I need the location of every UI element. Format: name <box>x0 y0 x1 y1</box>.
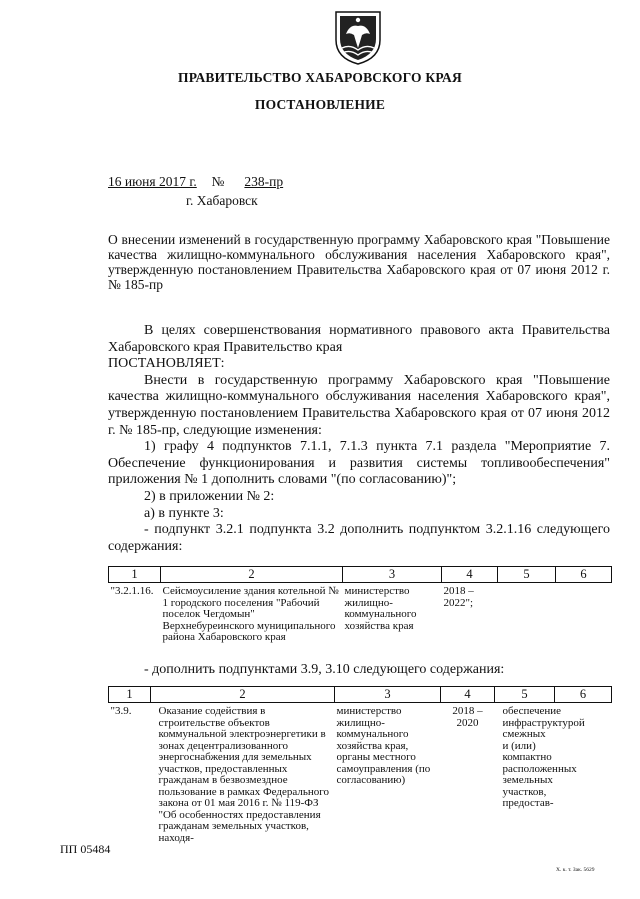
government-title: ПРАВИТЕЛЬСТВО ХАБАРОВСКОГО КРАЯ <box>178 70 462 85</box>
column-header: 4 <box>441 687 495 703</box>
paragraph-item-2: 2) в приложении № 2: <box>144 488 275 504</box>
column-header: 5 <box>498 567 556 583</box>
cell-result <box>498 583 556 644</box>
paragraph-resolves: ПОСТАНОВЛЯЕТ: <box>108 356 225 372</box>
cell-activity: Сейсмоусиление здания котельной № 1 городского поселения "Рабочий поселок Чегдомын" Верхнебуреинского муниципального района Хабаровского края <box>162 585 339 643</box>
cell-activity: Оказание содействия в строительстве объектов коммунальной электроэнергетики в зонах децентрализованного энергоснабжения для земельных участков, предоставленных гражданам в безвозмездное пользование в рамках Федерального закона от 01 мая 2016 г. № 119-ФЗ "Об особенностях предоставления гражданам земельных участков, находя- <box>158 705 329 844</box>
khabarovsk-coat-of-arms-icon <box>332 8 384 66</box>
print-order-mark: Х. к. т. Зак. 5629 <box>556 867 595 873</box>
document-type-heading: ПОСТАНОВЛЕНИЕ <box>254 97 386 112</box>
cell-result: обеспечение инфраструктурой смежных и (или) компактно расположенных земельных участков, предостав- <box>502 705 585 809</box>
document-subject: О внесении изменений в государственную программу Хабаровского края "Повышение качества жилищно-коммунального обслуживания населения Хабаровского края", утвержденную постановлением Правительства Хабаровского края от 07 июня 2012 г. № 185-пр <box>108 232 610 292</box>
paragraph-item-2a: а) в пункте 3: <box>144 505 224 521</box>
body-block-1 <box>108 323 610 555</box>
document-code: ПП 05484 <box>60 842 111 856</box>
paragraph-intro-changes: Внести в государственную программу Хабаровского края "Повышение качества жилищно-коммунального обслуживания населения Хабаровского края", утвержденную постановлением Правительства Хабаровского края от 07 июня 2012 г. № 185-пр, следующие изменения: <box>108 372 610 438</box>
paragraph-preamble: В целях совершенствования нормативного правового акта Правительства Хабаровского края Правительство края <box>108 323 610 355</box>
column-header: 1 <box>109 687 151 703</box>
document-number: 238-пр <box>244 174 284 189</box>
amendment-table-1 <box>108 566 612 644</box>
cell-executor: министерство жилищно-коммунального хозяйства края, органы местного самоуправления (по согласованию) <box>336 705 431 786</box>
column-header: 6 <box>555 687 612 703</box>
body-block-2 <box>108 662 610 679</box>
document-city: г. Хабаровск <box>186 193 258 208</box>
table-header-row <box>109 567 612 583</box>
date-number-line <box>108 174 300 190</box>
paragraph-add-subpoints: - дополнить подпунктами 3.9, 3.10 следующего содержания: <box>144 662 505 677</box>
document-date: 16 июня 2017 г. <box>108 174 197 189</box>
table-row <box>109 583 612 644</box>
paragraph-item-1: 1) графу 4 подпунктов 7.1.1, 7.1.3 пункта 7.1 раздела "Мероприятие 7. Обеспечение функционирования и развития системы топливообеспечения" приложения № 1 дополнить словами "(по согласованию)"; <box>108 439 610 488</box>
column-header: 2 <box>161 567 343 583</box>
column-header: 2 <box>151 687 335 703</box>
column-header: 3 <box>335 687 441 703</box>
column-header: 4 <box>442 567 498 583</box>
cell-note <box>556 583 612 644</box>
amendment-table-2 <box>108 686 612 844</box>
column-header: 6 <box>556 567 612 583</box>
cell-period: 2018 – 2020 <box>452 705 483 729</box>
column-header: 3 <box>343 567 442 583</box>
table-header-row <box>109 687 612 703</box>
table-row <box>109 703 612 845</box>
column-header: 5 <box>495 687 555 703</box>
cell-item-number: "3.9. <box>110 705 132 717</box>
cell-item-number: "3.2.1.16. <box>110 585 154 597</box>
column-header: 1 <box>109 567 161 583</box>
cell-period: 2018 – 2022"; <box>443 585 474 609</box>
paragraph-subpoint-3-2-1: - подпункт 3.2.1 подпункта 3.2 дополнить подпунктом 3.2.1.16 следующего содержания: <box>108 522 610 554</box>
cell-executor: министерство жилищно-коммунального хозяйства края <box>344 585 417 632</box>
number-label: № <box>211 174 225 189</box>
